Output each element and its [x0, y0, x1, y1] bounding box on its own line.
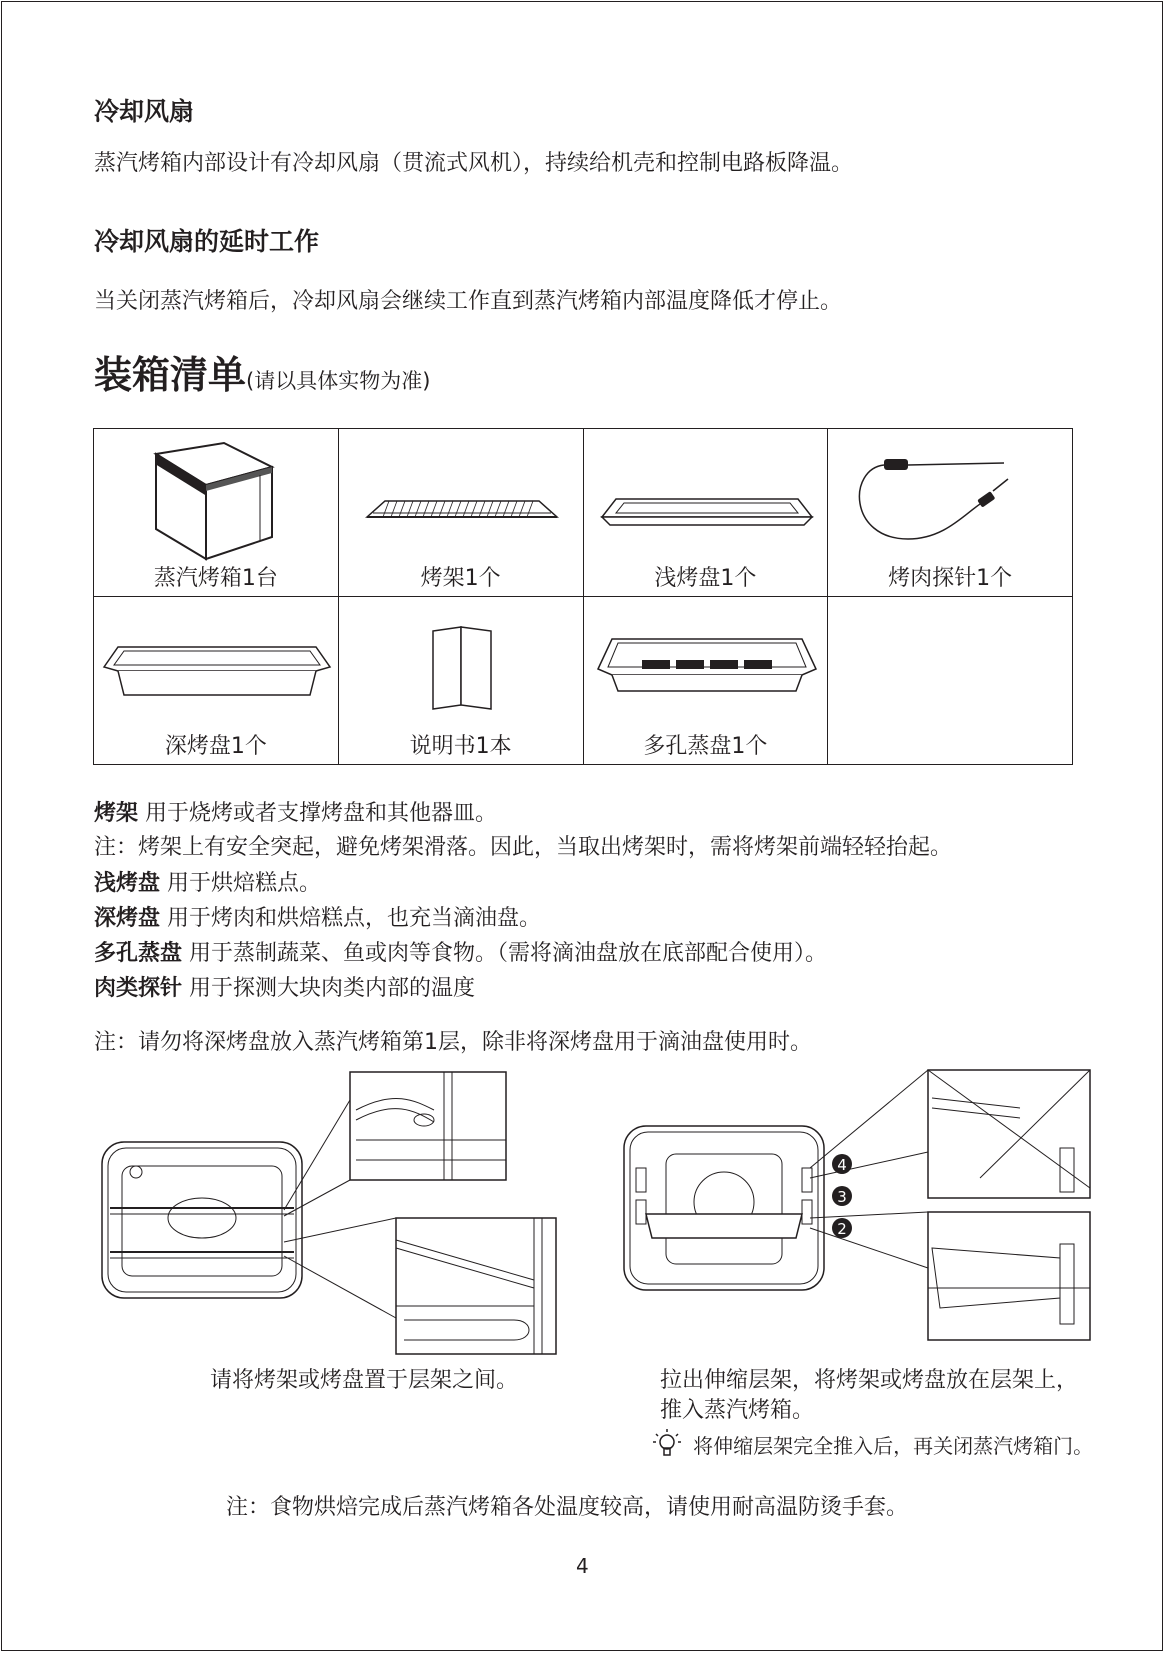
- left-caption: 请将烤架或烤盘置于层架之间。: [210, 1368, 519, 1393]
- packing-title-text: 装箱清单: [94, 353, 247, 397]
- fan-text: 蒸汽烤箱内部设计有冷却风扇（贯流式风机），持续给机壳和控制电路板降温。: [94, 151, 854, 176]
- delay-text: 当关闭蒸汽烤箱后，冷却风扇会继续工作直到蒸汽烤箱内部温度降低才停止。: [94, 289, 843, 314]
- desc-line: [94, 901, 541, 932]
- right-caption-line1: 拉出伸缩层架，将烤架或烤盘放在层架上，: [660, 1368, 1079, 1393]
- desc-term: 浅烤盘: [94, 871, 161, 896]
- packing-label: 深烤盘1个: [164, 734, 267, 759]
- desc-line: [94, 936, 827, 967]
- packing-cell-empty: [828, 597, 1073, 765]
- desc-text: 用于探测大块肉类内部的温度: [182, 976, 476, 1001]
- packing-cell: [583, 429, 828, 597]
- desc-term: 烤架: [94, 801, 139, 826]
- right-caption-line2: 推入蒸汽烤箱。: [660, 1398, 815, 1423]
- desc-line: [94, 796, 497, 827]
- desc-line: [94, 971, 475, 1002]
- packing-label: 烤架1个: [420, 566, 501, 591]
- packing-cell: [338, 429, 583, 597]
- oven-shelf-figure-right: [620, 1068, 1100, 1354]
- desc-term: 多孔蒸盘: [94, 941, 183, 966]
- packing-table: [93, 428, 1073, 765]
- desc-text: 用于蒸制蔬菜、鱼或肉等食物。（需将滴油盘放在底部配合使用）。: [182, 941, 828, 966]
- packing-title: [94, 344, 430, 399]
- packing-label: 说明书1本: [409, 734, 512, 759]
- packing-label: 蒸汽烤箱1台: [153, 566, 278, 591]
- packing-cell: [94, 429, 339, 597]
- desc-text: 用于烤肉和烘焙糕点，也充当滴油盘。: [160, 906, 542, 931]
- note-layer: 注：请勿将深烤盘放入蒸汽烤箱第1层，除非将深烤盘用于滴油盘使用时。: [94, 1030, 812, 1055]
- shelf-number-2: 2: [837, 1220, 847, 1238]
- desc-text: 注：烤架上有安全突起，避免烤架滑落。因此，当取出烤架时，需将烤架前端轻轻抬起。: [94, 835, 953, 860]
- desc-line: [94, 866, 321, 897]
- desc-term: 深烤盘: [94, 906, 161, 931]
- desc-line: [94, 830, 952, 861]
- delay-title: 冷却风扇的延时工作: [94, 227, 320, 256]
- packing-cell: [338, 597, 583, 765]
- packing-label: 多孔蒸盘1个: [643, 734, 768, 759]
- oven-shelf-figure-left: [94, 1070, 564, 1360]
- shelf-number-3: 3: [837, 1188, 847, 1206]
- packing-cell: [828, 429, 1073, 597]
- packing-cell: [583, 597, 828, 765]
- lightbulb-icon: [652, 1428, 682, 1460]
- packing-subtitle: (请以具体实物为准): [246, 369, 431, 393]
- packing-label: 烤肉探针1个: [888, 566, 1013, 591]
- shelf-number-4: 4: [837, 1156, 847, 1174]
- fan-title: 冷却风扇: [94, 97, 195, 126]
- packing-cell: [94, 597, 339, 765]
- tip-text: 将伸缩层架完全推入后，再关闭蒸汽烤箱门。: [693, 1433, 1094, 1458]
- tip-row: [652, 1428, 1093, 1460]
- page-number: 4: [576, 1554, 589, 1578]
- shelf-number-badges: [832, 1154, 852, 1238]
- desc-text: 用于烧烤或者支撑烤盘和其他器皿。: [138, 801, 498, 826]
- note-bottom: 注：食物烘焙完成后蒸汽烤箱各处温度较高，请使用耐高温防烫手套。: [226, 1495, 909, 1520]
- desc-term: 肉类探针: [94, 976, 183, 1001]
- packing-label: 浅烤盘1个: [654, 566, 757, 591]
- desc-text: 用于烘焙糕点。: [160, 871, 322, 896]
